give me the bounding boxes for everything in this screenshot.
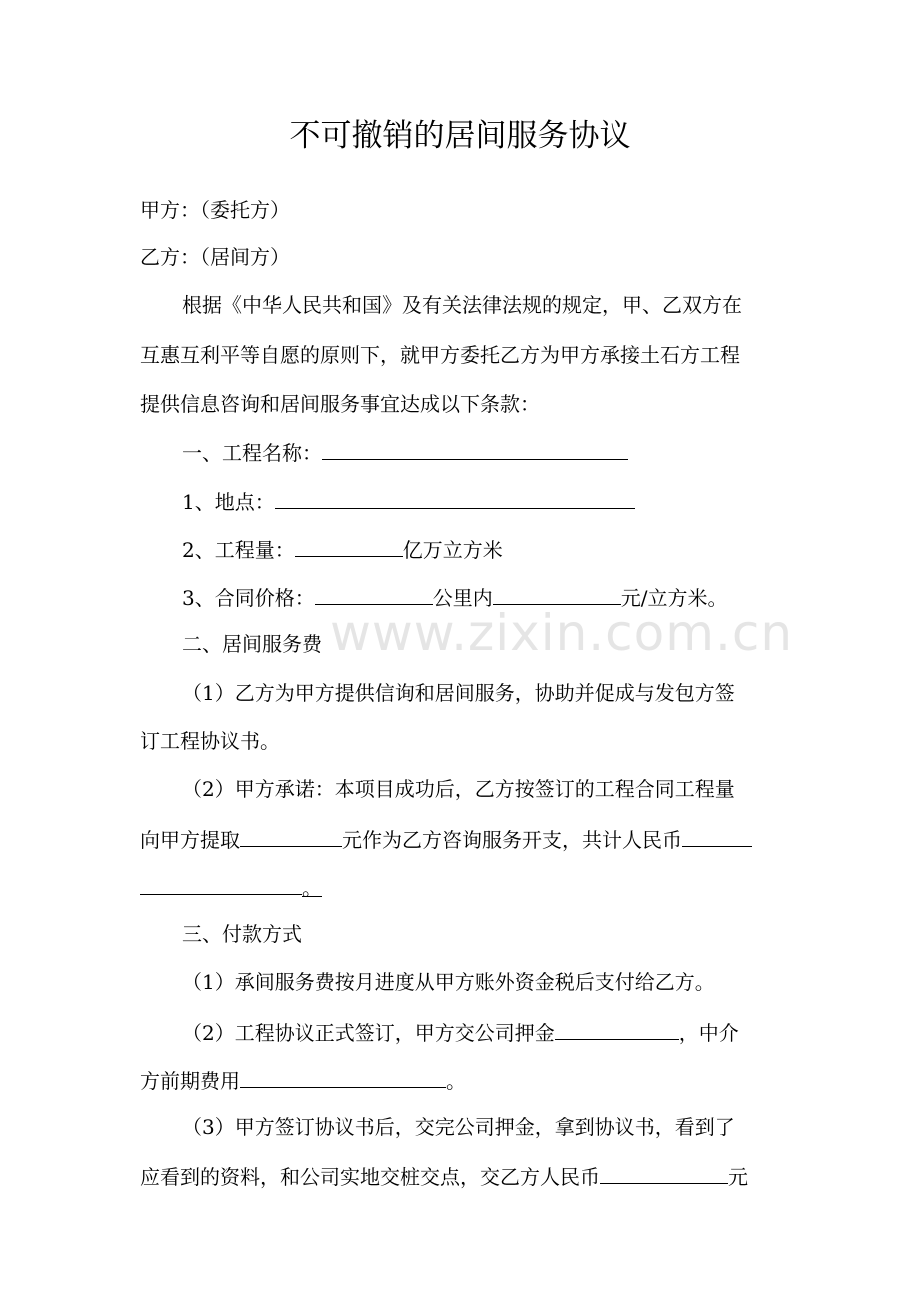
s3-p2-text-b: ，中介 bbox=[678, 1021, 739, 1045]
project-name-label: 一、工程名称： bbox=[182, 441, 322, 465]
s2-p2-text-a: 向甲方提取 bbox=[140, 828, 240, 852]
s3-p3-text-b: 元 bbox=[728, 1165, 748, 1189]
total-fee-blank-end bbox=[140, 872, 302, 895]
s2-p1-line-1: （1）乙方为甲方提供信询和居间服务，协助并促成与发包方签 bbox=[182, 681, 735, 705]
s2-p2-text-b: 元作为乙方咨询服务开支，共计人民币 bbox=[342, 828, 682, 852]
intro-line-3: 提供信息咨询和居间服务事宜达成以下条款： bbox=[140, 392, 540, 416]
location-label: 1、地点： bbox=[182, 490, 275, 514]
price-amount-blank bbox=[493, 582, 621, 605]
fee-per-unit-blank bbox=[240, 824, 342, 847]
quantity-line bbox=[182, 534, 503, 564]
s2-p1-line-2: 订工程协议书。 bbox=[140, 729, 280, 753]
s2-p2-line-2 bbox=[140, 824, 752, 854]
intro-line-1: 根据《中华人民共和国》及有关法律法规的规定，甲、乙双方在 bbox=[182, 293, 742, 317]
price-unit: 元/立方米。 bbox=[620, 586, 728, 610]
s3-p2-period: 。 bbox=[446, 1069, 466, 1093]
s3-p2-text-a: （2）工程协议正式签订，甲方交公司押金 bbox=[182, 1021, 555, 1045]
s2-p2-line-1: （2）甲方承诺：本项目成功后，乙方按签订的工程合同工程量 bbox=[182, 777, 735, 801]
s3-p3-text-a: 应看到的资料，和公司实地交桩交点，交乙方人民币 bbox=[140, 1165, 600, 1189]
watermark: www.zixin.com.cn bbox=[330, 604, 794, 662]
price-mid-text: 公里内 bbox=[432, 586, 493, 610]
party-b-line: 乙方：（居间方） bbox=[140, 245, 290, 269]
deposit-blank bbox=[555, 1017, 679, 1040]
project-name-blank bbox=[322, 437, 628, 460]
s3-p3-line-1: （3）甲方签订协议书后，交完公司押金，拿到协议书，看到了 bbox=[182, 1115, 735, 1139]
section-2-heading: 二、居间服务费 bbox=[182, 632, 322, 656]
project-name-line bbox=[182, 437, 628, 467]
price-label: 3、合同价格： bbox=[182, 586, 315, 610]
s2-p2-period: 。 bbox=[302, 876, 322, 900]
location-line bbox=[182, 486, 635, 516]
quantity-blank bbox=[295, 534, 403, 557]
price-distance-blank bbox=[315, 582, 433, 605]
s3-p1-line: （1）承间服务费按月进度从甲方账外资金税后支付给乙方。 bbox=[182, 970, 715, 994]
s3-p2-text-c: 方前期费用 bbox=[140, 1069, 240, 1093]
prior-cost-blank bbox=[240, 1065, 446, 1088]
total-fee-blank-start bbox=[682, 824, 752, 847]
s3-p2-line-1 bbox=[182, 1017, 739, 1047]
location-blank bbox=[275, 486, 635, 509]
quantity-label: 2、工程量： bbox=[182, 538, 295, 562]
section-3-heading: 三、付款方式 bbox=[182, 922, 302, 946]
s3-p2-line-2 bbox=[140, 1065, 466, 1095]
s3-p3-line-2 bbox=[140, 1161, 748, 1191]
document-title: 不可撤销的居间服务协议 bbox=[289, 118, 631, 154]
party-a-line: 甲方：（委托方） bbox=[140, 198, 290, 222]
intro-line-2: 互惠互利平等自愿的原则下，就甲方委托乙方为甲方承接土石方工程 bbox=[140, 343, 740, 367]
s2-p2-line-3 bbox=[140, 872, 322, 902]
payment-amount-blank bbox=[600, 1161, 728, 1184]
quantity-unit: 亿万立方米 bbox=[402, 538, 503, 562]
